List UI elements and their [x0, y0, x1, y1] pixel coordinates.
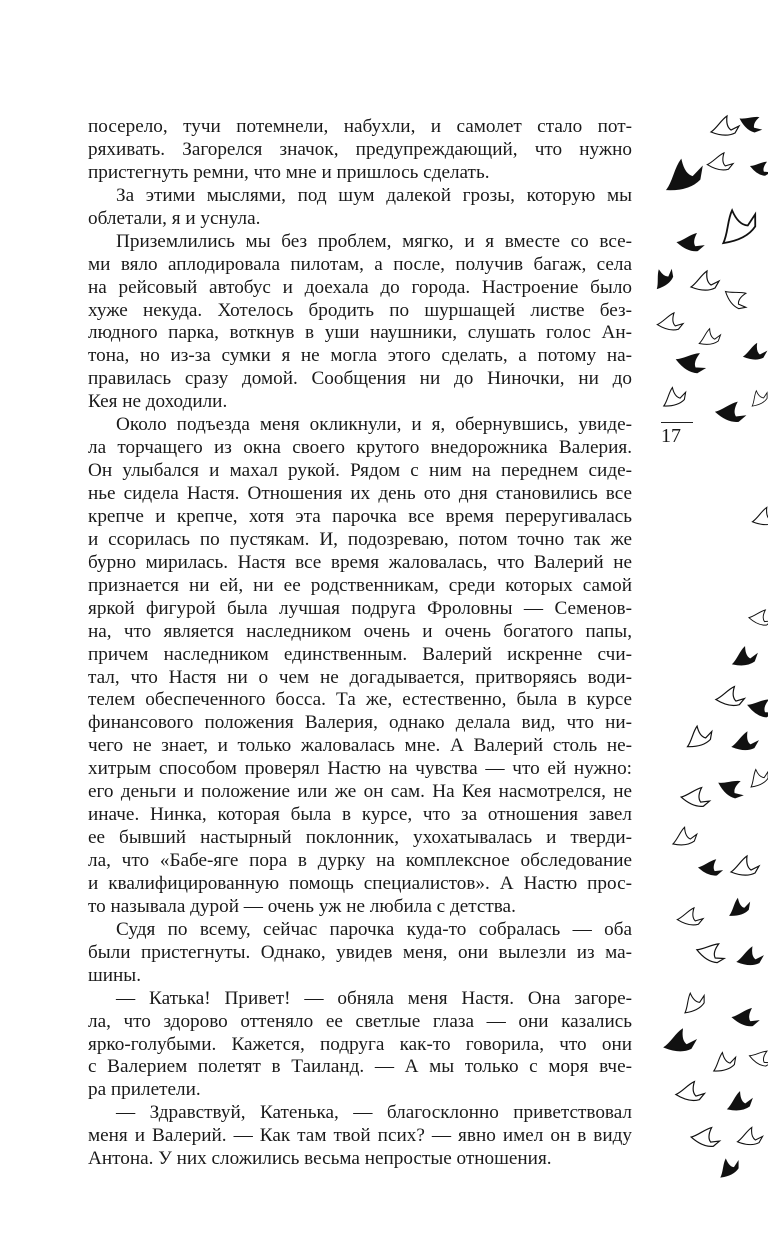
bird-icon — [659, 384, 689, 409]
bird-icon — [732, 1004, 762, 1029]
bird-icon — [747, 387, 768, 408]
bird-icon — [723, 282, 752, 312]
bird-icon — [745, 765, 768, 789]
bird-icon — [660, 155, 706, 194]
text-line: ра прилетели. — [88, 1079, 201, 1101]
text-line: то называла дурой — очень уж не любила с детства. — [88, 895, 516, 917]
text-line: — Катька! Привет! — обняла меня Настя. Она загоре- — [116, 987, 632, 1009]
bird-icon — [675, 1079, 706, 1103]
text-line: иначе. Нинка, которая была в курсе, что за отношения завел — [88, 804, 632, 826]
text-line: ла торчащего из окна своего крутого внедорожника Валерия. — [88, 437, 632, 459]
text-line: Антона. У них сложились весьма непростые отношения. — [88, 1148, 552, 1170]
bird-icon — [649, 264, 676, 290]
bird-icon — [698, 856, 724, 878]
text-line: причем наследником единственным. Валерий искренне счи- — [88, 643, 632, 665]
bird-icon — [717, 772, 747, 801]
bird-icon — [675, 346, 709, 377]
bird-icon — [711, 116, 739, 135]
bird-icon — [744, 344, 766, 359]
text-line: Кея не доходили. — [88, 391, 228, 413]
text-line: и квалифицированную помощь специалистов». А Настю прос- — [88, 872, 632, 894]
bird-icon — [731, 856, 759, 875]
bird-icon — [690, 1122, 723, 1150]
bird-icon — [726, 896, 752, 918]
text-line: ее бывший настырный поклонник, ухохатывалась и тверди- — [88, 827, 632, 849]
text-line: меня и Валерий. — Как там твой псих? — явно имел он в виду — [88, 1125, 632, 1147]
bird-icon — [730, 645, 758, 666]
bird-icon — [737, 947, 762, 964]
bird-icon — [737, 1127, 762, 1144]
bird-icon — [725, 1090, 753, 1111]
text-line: на рейсовый автобус и доехала до города. Настроение было — [88, 276, 632, 298]
text-line: телем обеспеченного босса. Та же, естественно, была в курсе — [88, 689, 632, 711]
text-line: его деньги и положение или же он сам. На Кея насмотрелся, не — [88, 781, 632, 803]
text-line: хуже некуда. Хотелось бродить по шуршащей листве без- — [88, 299, 632, 321]
bird-icon — [677, 229, 707, 254]
text-line: ми вяло аплодировала пилотам, а после, получив багаж, села — [88, 253, 632, 275]
bird-icon — [678, 988, 708, 1016]
text-line: облетали, я и уснула. — [88, 207, 261, 229]
bird-icon — [680, 782, 713, 810]
text-line: крепче и крепче, хотя эта парочка все время переругивалась — [88, 505, 632, 527]
bird-icon — [682, 722, 715, 750]
text-line: За этими мыслями, под шум далекой грозы, которую мы — [116, 184, 632, 206]
text-line: были пристегнуты. Однако, увидев меня, они вылезли из ма- — [88, 941, 632, 963]
bird-icon — [670, 825, 698, 846]
bird-icon — [732, 732, 757, 749]
text-line: Он улыбался и махал рукой. Рядом с ним на переднем сиде- — [88, 460, 632, 482]
birds-decoration — [630, 100, 768, 1180]
text-line: шины. — [88, 964, 141, 986]
bird-icon — [752, 507, 768, 524]
bird-icon — [691, 271, 719, 290]
text-line: финансового положения Валерия, однако делала вид, что ни- — [88, 712, 632, 734]
text-line: ла, что «Бабе-яге пора в дурку на комплексное обследование — [88, 850, 632, 871]
bird-icon — [697, 327, 722, 346]
bird-icon — [677, 905, 705, 926]
bird-icon — [711, 201, 762, 247]
page-number: 17 — [661, 422, 693, 448]
text-line: — Здравствуй, Катенька, — благосклонно приветствовал — [116, 1102, 632, 1124]
text-line: Около подъезда меня окликнули, и я, обернувшись, увиде- — [116, 414, 632, 436]
bird-icon — [695, 936, 729, 967]
text-line: Приземлились мы без проблем, мягко, и я вместе со все- — [116, 230, 632, 252]
text-line: пристегнуть ремни, что мне и пришлось сделать. — [88, 161, 490, 183]
text-line: чего не знает, и только жаловалась мне. А Валерий столь не- — [88, 735, 632, 757]
bird-icon — [747, 693, 768, 721]
text-line: посерело, тучи потемнели, набухли, и самолет стало пот- — [88, 116, 632, 137]
text-line: Судя по всему, сейчас парочка куда-то собралась — оба — [116, 918, 632, 940]
bird-icon — [715, 397, 748, 425]
bird-icon — [750, 157, 768, 178]
text-line: на, что является наследником очень и очень богатого папы, — [88, 620, 632, 642]
text-line: признается ни ей, ни ее родственникам, среди которых самой — [88, 574, 632, 596]
bird-icon — [715, 684, 746, 708]
bird-icon — [657, 310, 685, 331]
bird-icon — [748, 606, 768, 628]
bird-icon — [709, 1049, 739, 1074]
text-line: ряхивать. Загорелся значок, предупреждающий, что нужно — [88, 138, 632, 160]
text-line: людного парка, воткнув в уши наушники, слушать голос Ан- — [88, 322, 632, 344]
text-line: с Валерием полетят в Таиланд. — А мы только с моря вче- — [88, 1056, 632, 1078]
text-line: ла, что здорово оттеняло ее светлые глаза — они казались — [88, 1010, 632, 1032]
body-text — [88, 116, 632, 1171]
text-line: и ссорилась по пустякам. И, подозреваю, потом точно так же — [88, 528, 632, 550]
text-line: ярко-голубыми. Кажется, подруга как-то говорила, что они — [88, 1033, 632, 1055]
text-line: бурно мирилась. Настя все время жаловалась, что Валерий не — [88, 551, 632, 573]
bird-icon — [665, 1030, 696, 1051]
bird-icon — [748, 1045, 768, 1069]
bird-icon — [707, 150, 735, 171]
text-line: правилась сразу домой. Сообщения ни до Ниночки, ни до — [88, 368, 632, 390]
text-line: тал, что Настя ни о чем не догадывается, притворяясь води- — [88, 666, 632, 688]
text-line: тона, но из-за сумки я не могла этого сделать, а потому на- — [88, 345, 632, 367]
text-line: нье сидела Настя. Отношения их день ото дня становились все — [88, 483, 632, 504]
text-line: хитрым способом проверял Настю на чувства — что ей нужно: — [88, 758, 632, 780]
text-line: яркой фигурой была лучшая подруга Фроловны — Семенов- — [88, 597, 632, 619]
bird-icon — [739, 109, 766, 135]
bird-icon — [715, 1155, 742, 1179]
